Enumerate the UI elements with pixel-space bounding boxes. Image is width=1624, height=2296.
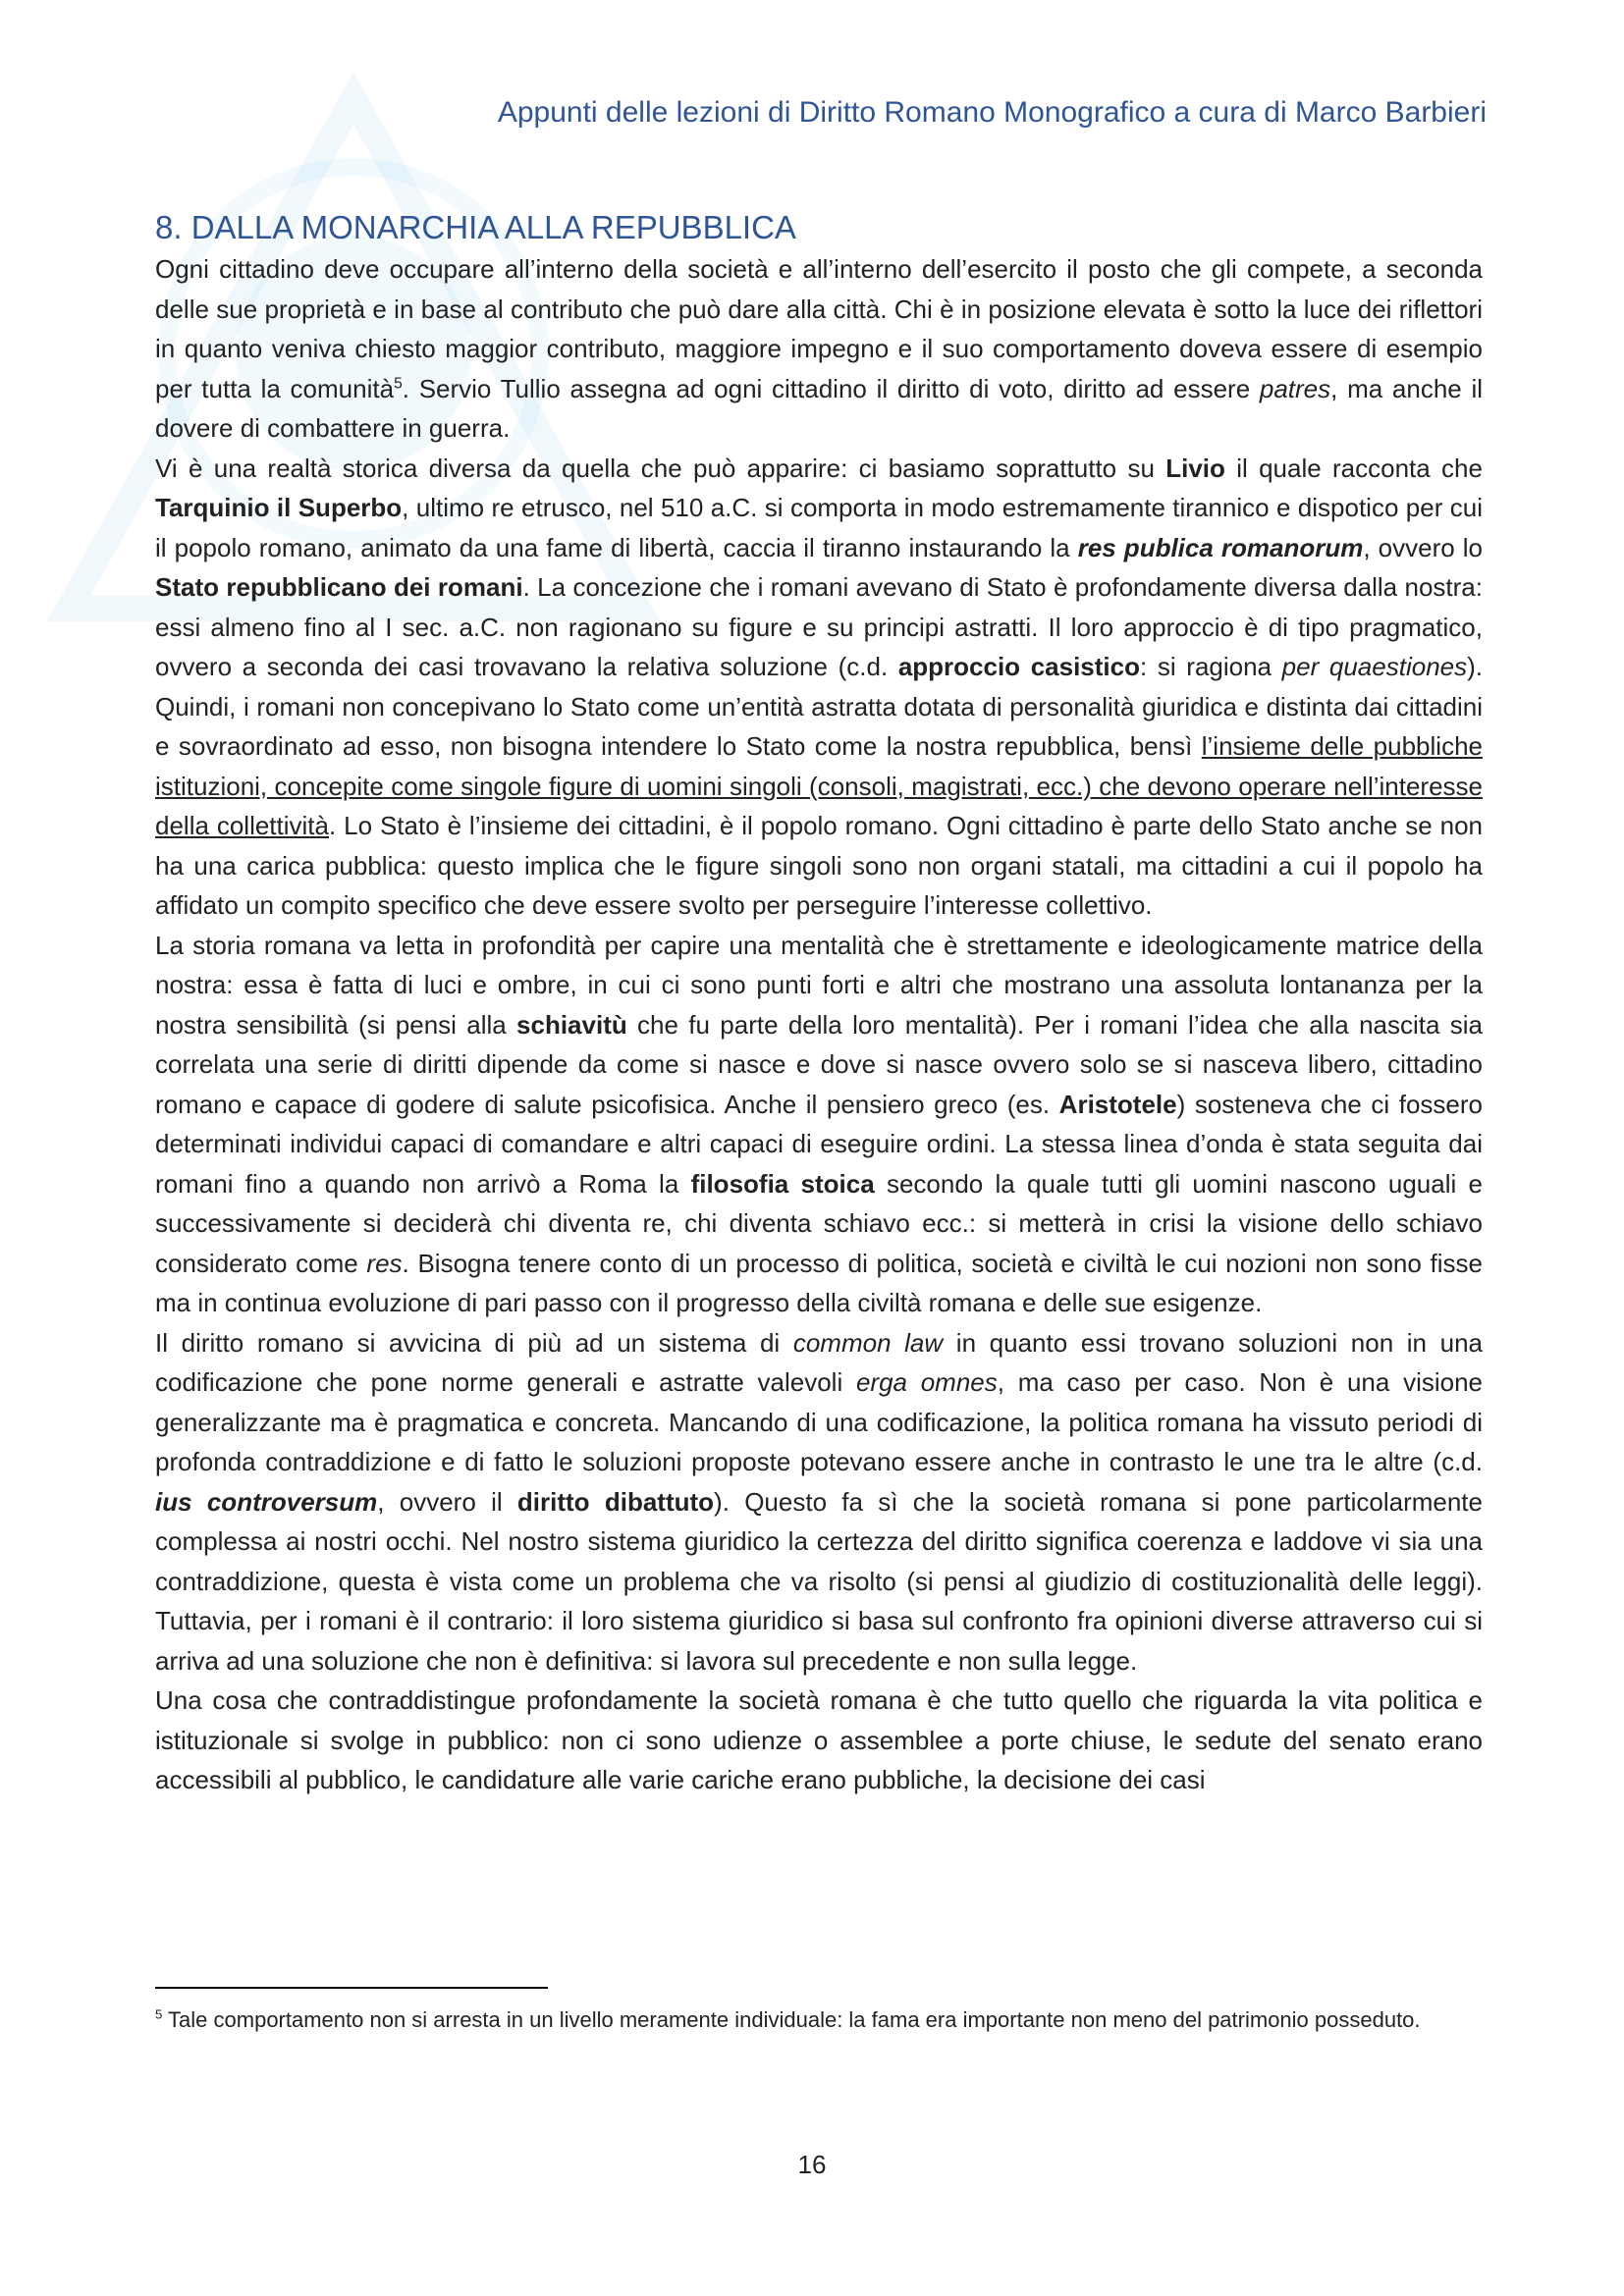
- paragraph-3: [155, 926, 1483, 1323]
- text-run: il quale racconta che: [1224, 453, 1483, 483]
- footnote-number: 5: [155, 2006, 163, 2022]
- bold-term: filosofia stoica: [690, 1168, 875, 1199]
- bold-term: diritto dibattuto: [516, 1486, 715, 1517]
- text-run: Una cosa che contraddistingue profondamente la società romana è che tutto quello che riguarda la vita politica e istituzionale si svolge in pubblico: non ci sono udienze o assemblee a porte chiuse, le sedute del senato erano accessibili al pubblico, le candidature alle varie cariche erano pubbliche, la decisione dei casi: [155, 1685, 1483, 1794]
- footnote-text: Tale comportamento non si arresta in un livello meramente individuale: la fama era importante non meno del patrimonio posseduto.: [162, 2007, 1421, 2032]
- text-run: ). Quindi, i romani non concepivano lo Stato come un’entità astratta dotata di personalità giuridica e distinta dai cittadini e sovraordinato ad esso, non bisogna intendere lo Stato come la nostra repubblica, bensì: [155, 652, 1484, 761]
- paragraph-4: [155, 1323, 1483, 1682]
- text-run: : si ragiona: [1140, 652, 1282, 681]
- text-run: La storia romana va letta in profondità per capire una mentalità che è strettamente e ideologicamente matrice della nostra: essa è fatta di luci e ombre, in cui ci sono punti forti e altri che mostrano una assoluta lontananza per la nostra sensibilità (si pensi alla: [155, 930, 1483, 1040]
- text-run: Vi è una realtà storica diversa da quella che può apparire: ci basiamo soprattutto su: [155, 453, 1166, 483]
- page-body: [155, 206, 1483, 1800]
- bold-italic-text: res publica romanorum: [1077, 532, 1364, 562]
- footnote: [155, 2004, 1483, 2036]
- footnote-ref: 5: [394, 374, 403, 392]
- bold-italic-term: [1078, 533, 1364, 562]
- text-run: , ma anche il dovere di combattere in guerra.: [155, 373, 1484, 443]
- bold-term: Stato repubblicano dei romani: [155, 572, 523, 602]
- italic-term: patres: [1259, 373, 1331, 403]
- text-run: . Servio Tullio assegna ad ogni cittadino il diritto di voto, diritto ad essere: [402, 373, 1260, 403]
- text-run: , ovvero il: [377, 1486, 517, 1517]
- text-run: , ultimo re etrusco, nel 510 a.C. si comporta in modo estremamente tirannico e dispotico per cui il popolo romano, animato da una fame di libertà, caccia il tiranno instaurando la: [155, 493, 1483, 562]
- text-run: ) sosteneva che ci fossero determinati individui capaci di comandare e altri capaci di eseguire ordini. La stessa linea d’onda è stata seguita dai romani fino a quando non arrivò a Roma la: [155, 1089, 1483, 1199]
- bold-term: schiavitù: [516, 1009, 627, 1040]
- text-run: Il diritto romano si avvicina di più ad un sistema di: [155, 1327, 793, 1358]
- text-run: in quanto essi trovano soluzioni non in una codificazione che pone norme generali e astratte valevoli: [155, 1327, 1483, 1397]
- bold-term: Livio: [1165, 453, 1225, 483]
- paragraph-2: [155, 449, 1483, 926]
- text-run: , ma caso per caso. Non è una visione generalizzante ma è pragmatica e concreta. Mancando di una codificazione, la politica romana ha vissuto periodi di profonda contraddizione e di fatto le soluzioni proposte potevano essere anche in contrasto le une tra le altre (c.d.: [155, 1367, 1483, 1476]
- bold-italic-text: ius controversum: [155, 1486, 378, 1517]
- text-run: Ogni cittadino deve occupare all’interno della società e all’interno dell’esercito il posto che gli compete, a seconda delle sue proprietà e in base al contributo che può dare alla città. Chi è in posizione elevata è sotto la luce dei riflettori in quanto veniva chiesto maggior contributo, maggiore impegno e il suo comportamento doveva essere di esempio per tutta la comunità: [155, 254, 1483, 403]
- text-run: secondo la quale tutti gli uomini nascono uguali e successivamente si deciderà chi diventa re, chi diventa schiavo ecc.: si metterà in crisi la visione dello schiavo considerato come: [155, 1168, 1483, 1278]
- footnote-separator: [155, 1987, 548, 1989]
- section-title: 8. DALLA MONARCHIA ALLA REPUBBLICA: [155, 209, 796, 245]
- paragraph-1: [155, 249, 1483, 449]
- text-run: che fu parte della loro mentalità). Per i romani l’idea che alla nascita sia correlata una serie di diritti dipende da come si nasce e dove si nasce ovvero solo se si nasceva libero, cittadino romano e capace di godere di salute psicofisica. Anche il pensiero greco (es.: [155, 1009, 1483, 1119]
- text-run: , ovvero lo: [1363, 532, 1483, 562]
- bold-term: Aristotele: [1058, 1089, 1177, 1119]
- bold-italic-term: [155, 1487, 377, 1517]
- text-run: ). Questo fa sì che la società romana si pone particolarmente complessa ai nostri occhi. Nel nostro sistema giuridico la certezza del diritto significa coerenza e laddove vi sia una contraddizione, questa è vista come un problema che va risolto (si pensi al giudizio di costituzionalità delle leggi). Tuttavia, per i romani è il contrario: il loro sistema giuridico si basa sul confronto fra opinioni diverse attraverso cui si arriva ad una soluzione che non è definitiva: si lavora sul precedente e non sulla legge.: [155, 1486, 1483, 1676]
- italic-term: common law: [792, 1327, 944, 1358]
- bold-term: Tarquinio il Superbo: [155, 493, 403, 522]
- text-run: . Bisogna tenere conto di un processo di politica, società e civiltà le cui nozioni non sono fisse ma in continua evoluzione di pari passo con il progresso della civiltà romana e delle sue esigenze.: [155, 1248, 1483, 1317]
- page-number: 16: [797, 2150, 827, 2179]
- text-run: . Lo Stato è l’insieme dei cittadini, è il popolo romano. Ogni cittadino è parte dello Stato anche se non ha una carica pubblica: questo implica che le figure singoli sono non organi statali, ma cittadini a cui il popolo ha affidato un compito specifico che deve essere svolto per perseguire l’interesse collettivo.: [155, 811, 1483, 920]
- italic-term: erga omnes: [855, 1367, 998, 1397]
- italic-term: per quaestiones: [1281, 652, 1468, 681]
- underlined-definition: l’insieme delle pubbliche istituzioni, concepite come singole figure di uomini singoli (consoli, magistrati, ecc.) che devono operare nell’interesse della collettività: [155, 731, 1483, 840]
- italic-term: res: [366, 1248, 403, 1278]
- paragraph-5: [155, 1681, 1483, 1800]
- bold-term: approccio casistico: [897, 652, 1140, 681]
- running-header: Appunti delle lezioni di Diritto Romano Monografico a cura di Marco Barbieri: [497, 96, 1487, 129]
- text-run: . La concezione che i romani avevano di Stato è profondamente diversa dalla nostra: essi almeno fino al I sec. a.C. non ragionano su figure e su principi astratti. Il loro approccio è di tipo pragmatico, ovvero a seconda dei casi trovavano la relativa soluzione (c.d.: [155, 572, 1483, 681]
